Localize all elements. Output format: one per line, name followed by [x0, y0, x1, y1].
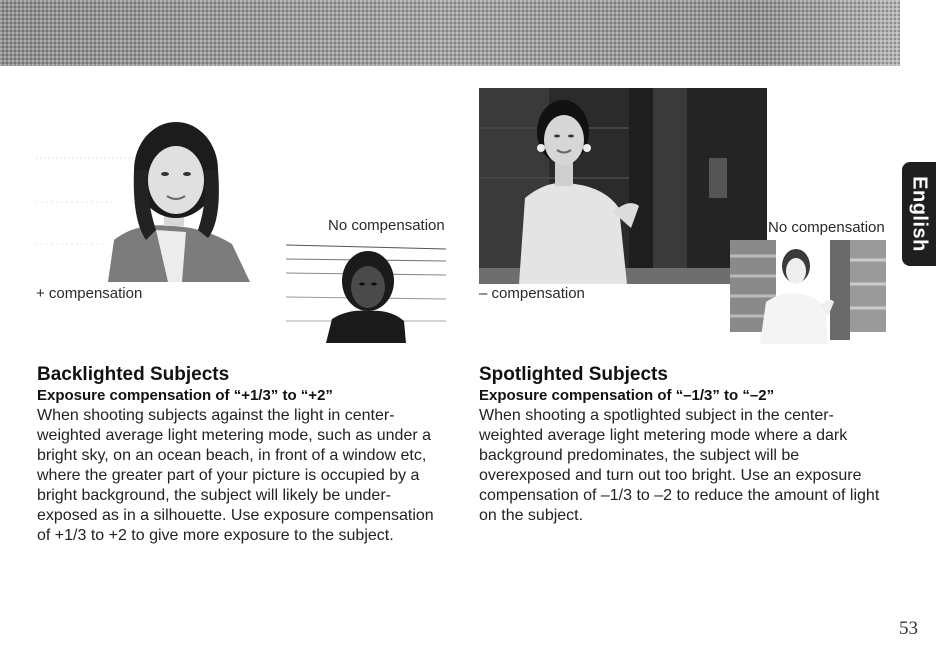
caption-minus-compensation: – compensation [479, 285, 585, 302]
header-band [0, 0, 900, 66]
spotlighted-subtitle: Exposure compensation of “–1/3” to “–2” [479, 387, 775, 404]
caption-plus-compensation: + compensation [36, 285, 143, 302]
photo-plus-compensation [36, 110, 254, 282]
backlighted-body: When shooting subjects against the light in center-weighted average light metering mode, such as under a bright sky, on an ocean beach, in front of a window etc, where the greater part of your picture is occupied by a bright background, the subject will likely be under-exposed as in a silhouette. Use exposure compensation of +1/3 to +2 to give more exposure to the subject. [37, 407, 434, 544]
photo-no-compensation-left [286, 237, 446, 343]
caption-no-compensation-right: No compensation [768, 219, 885, 236]
language-tab-label: English [908, 176, 931, 252]
spotlighted-body: When shooting a spotlighted subject in the center-weighted average light metering mode where a dark background predominates, the subject will be overexposed and turn out too bright. Use an exposure compensation of –1/3 to –2 to reduce the amount of light on the subject. [479, 407, 880, 524]
page-number: 53 [899, 618, 918, 639]
caption-no-compensation-left: No compensation [328, 217, 445, 234]
backlighted-title: Backlighted Subjects [37, 364, 230, 385]
language-tab [902, 162, 936, 266]
photo-minus-compensation [479, 88, 767, 284]
backlighted-subtitle: Exposure compensation of “+1/3” to “+2” [37, 387, 333, 404]
photo-no-compensation-right [730, 240, 886, 344]
spotlighted-title: Spotlighted Subjects [479, 364, 668, 385]
